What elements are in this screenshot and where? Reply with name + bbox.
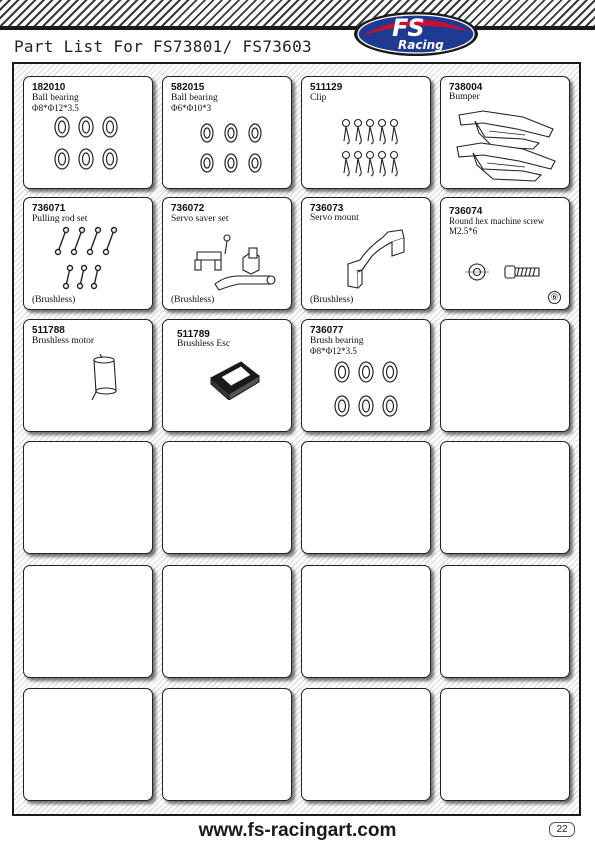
part-name: Ball bearing bbox=[32, 93, 79, 103]
empty-part-card bbox=[301, 688, 431, 801]
empty-part-card bbox=[23, 565, 153, 678]
bearing-set-icon bbox=[332, 360, 404, 422]
empty-part-card bbox=[23, 688, 153, 801]
part-spec: M2.5*6 bbox=[449, 226, 478, 236]
empty-part-card bbox=[440, 441, 570, 554]
part-card-182010 bbox=[23, 76, 153, 189]
part-name: Servo mount bbox=[310, 213, 359, 223]
empty-part-card bbox=[301, 565, 431, 678]
part-code: 736074 bbox=[449, 206, 483, 217]
servo-mount-icon bbox=[342, 226, 412, 294]
part-card-511789 bbox=[162, 319, 292, 432]
part-spec: Φ8*Φ12*3.5 bbox=[310, 346, 357, 356]
part-code: 511129 bbox=[310, 82, 343, 93]
empty-part-card bbox=[440, 565, 570, 678]
header-stripes bbox=[0, 0, 595, 26]
page-number: 22 bbox=[549, 822, 575, 837]
pulling-rod-icon bbox=[52, 226, 132, 296]
logo-fs-text: FS bbox=[392, 14, 424, 42]
part-card-738004 bbox=[440, 76, 570, 189]
footer-website-url: www.fs-racingart.com bbox=[198, 820, 397, 841]
part-card-736073 bbox=[301, 197, 431, 310]
header-rule bbox=[0, 26, 595, 30]
part-name: Brushless motor bbox=[32, 336, 95, 346]
part-code: 182010 bbox=[32, 82, 66, 93]
bearing-set-icon bbox=[197, 121, 265, 181]
part-code: 511789 bbox=[177, 329, 210, 340]
part-code: 511788 bbox=[32, 325, 65, 336]
part-card-736074 bbox=[440, 197, 570, 310]
part-name: Ball bearing bbox=[171, 93, 218, 103]
part-name: Round hex machine screw bbox=[449, 216, 545, 226]
body-clip-icon bbox=[338, 117, 404, 183]
part-note: (Brushless) bbox=[32, 295, 76, 305]
empty-part-card bbox=[162, 688, 292, 801]
part-name: Servo saver set bbox=[171, 214, 229, 224]
part-card-511129 bbox=[301, 76, 431, 189]
part-code: 738004 bbox=[449, 82, 483, 93]
part-name: Pulling rod set bbox=[32, 214, 88, 224]
part-name: Clip bbox=[310, 93, 327, 103]
empty-part-card bbox=[440, 688, 570, 801]
part-card-736071 bbox=[23, 197, 153, 310]
part-code: 736077 bbox=[310, 325, 344, 336]
esc-icon bbox=[207, 356, 263, 400]
part-card-736072 bbox=[162, 197, 292, 310]
servo-saver-icon bbox=[185, 230, 285, 292]
part-card-736077 bbox=[301, 319, 431, 432]
empty-part-card bbox=[162, 441, 292, 554]
page-title: Part List For FS73801/ FS73603 bbox=[14, 37, 312, 56]
fs-racing-logo bbox=[352, 10, 480, 58]
section-badge: ⑥ bbox=[548, 291, 561, 304]
part-note: (Brushless) bbox=[310, 295, 354, 305]
part-code: 736073 bbox=[310, 203, 344, 214]
empty-part-card bbox=[440, 319, 570, 432]
empty-part-card bbox=[301, 441, 431, 554]
part-spec: Φ6*Φ10*3 bbox=[171, 103, 212, 113]
part-code: 736071 bbox=[32, 203, 66, 214]
motor-icon bbox=[86, 354, 126, 404]
screw-icon bbox=[465, 260, 545, 284]
logo-racing-text: Racing bbox=[398, 38, 444, 52]
part-name: Brush bearing bbox=[310, 336, 364, 346]
part-name: Brushless Esc bbox=[177, 339, 231, 349]
part-name: Bumper bbox=[449, 92, 480, 102]
part-code: 736072 bbox=[171, 203, 205, 214]
part-spec: Φ8*Φ12*3.5 bbox=[32, 103, 79, 113]
bumper-icon bbox=[453, 107, 565, 187]
bearing-set-icon bbox=[52, 115, 124, 181]
part-card-511788 bbox=[23, 319, 153, 432]
empty-part-card bbox=[162, 565, 292, 678]
part-note: (Brushless) bbox=[171, 295, 215, 305]
empty-part-card bbox=[23, 441, 153, 554]
part-code: 582015 bbox=[171, 82, 205, 93]
part-card-582015 bbox=[162, 76, 292, 189]
